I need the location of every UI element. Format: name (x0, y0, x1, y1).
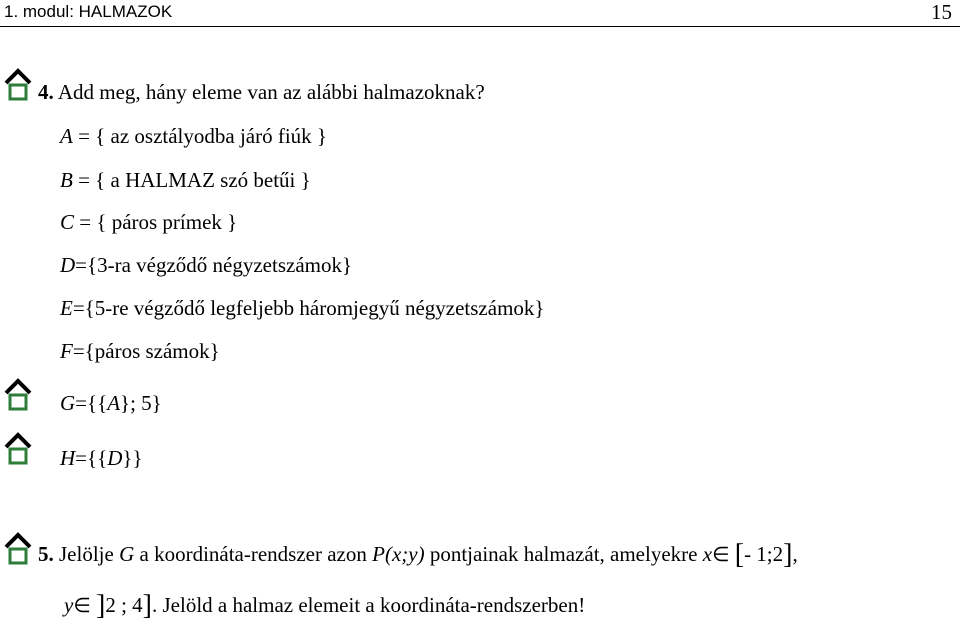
set-name: G (119, 542, 135, 566)
set-name: G (60, 391, 76, 415)
set-inner: A (107, 391, 121, 415)
exercise-5-line-2 (64, 590, 586, 621)
interval-bracket: ] (96, 590, 106, 621)
text: Jelölje (53, 542, 120, 566)
exercise-number: 4. (38, 80, 54, 104)
set-c (60, 210, 237, 235)
interval-bracket: ] (142, 590, 152, 621)
set-definition: = { a HALMAZ szó betűi } (72, 168, 311, 192)
set-name: B (60, 168, 73, 192)
set-name: D (60, 253, 76, 277)
text: a koordináta-rendszer azon (134, 542, 373, 566)
var-y: y (64, 593, 74, 617)
interval-x: - 1;2 (744, 542, 784, 566)
set-a (60, 124, 327, 149)
set-definition: ={páros számok} (72, 339, 220, 363)
element-of-symbol: ∈ (712, 544, 730, 566)
set-definition: = { páros prímek } (74, 210, 238, 234)
interval-y: 2 ; 4 (105, 593, 143, 617)
set-definition: ={3-ra végződő négyzetszámok} (75, 253, 353, 277)
var-x: x (702, 542, 713, 566)
set-e (60, 296, 545, 321)
set-name: C (60, 210, 75, 234)
house-icon (3, 378, 33, 412)
set-name: H (60, 446, 76, 470)
comma: , (792, 542, 798, 566)
house-icon (3, 68, 33, 102)
interval-bracket: [ (734, 539, 745, 570)
exercise-4-question (38, 80, 485, 105)
set-b (60, 168, 311, 193)
set-definition: ={5-re végződő legfeljebb háromjegyű négyzetszámok} (72, 296, 545, 320)
interval-bracket: ] (783, 539, 793, 570)
text: . Jelöld a halmaz elemeit a koordináta-rendszerben! (152, 593, 586, 617)
set-inner: D (107, 446, 123, 470)
set-open: ={{ (75, 446, 108, 470)
text: pontjainak halmazát, amelyekre (424, 542, 703, 566)
set-open: ={{ (75, 391, 108, 415)
exercise-5-line-1 (38, 539, 798, 570)
set-h (60, 446, 143, 471)
page-number: 15 (931, 0, 952, 24)
page-header (0, 0, 960, 27)
set-name: A (60, 124, 73, 148)
element-of-symbol: ∈ (73, 595, 91, 617)
set-definition: = { az osztályodba járó fiúk } (72, 124, 328, 148)
point-name: P (372, 542, 385, 566)
question-text: Add meg, hány eleme van az alábbi halmazoknak? (57, 80, 485, 104)
house-icon (3, 432, 33, 466)
set-d (60, 253, 352, 278)
point-coords: (x;y) (384, 542, 425, 566)
house-icon (3, 532, 33, 566)
set-name: F (60, 339, 73, 363)
set-g (60, 391, 162, 416)
set-name: E (60, 296, 73, 320)
module-title: 1. modul: HALMAZOK (4, 2, 173, 21)
set-f (60, 339, 220, 364)
set-close: }; 5} (120, 391, 162, 415)
set-close: }} (122, 446, 143, 470)
exercise-number: 5. (38, 542, 54, 566)
